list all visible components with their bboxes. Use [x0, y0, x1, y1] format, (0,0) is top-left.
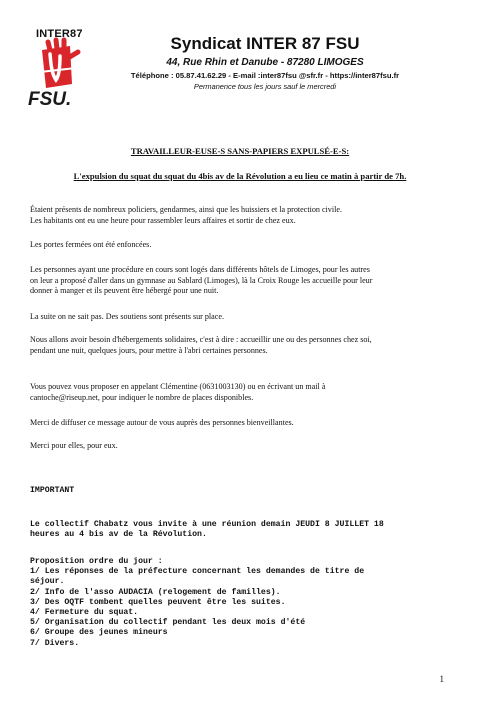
paragraph-solidarity: Nous allons avoir besoin d'hébergements solidaires, c'est à dire : accueillir une ou des personnes chez soi, pendant une nuit, quelques jours, pour mettre à l'abri certaines personnes.	[30, 335, 372, 355]
document-subtitle: L'expulsion du squat du squat du 4bis av de la Révolution a eu lieu ce matin à partir de 7h.	[73, 171, 407, 181]
important-label: IMPORTANT	[30, 486, 75, 495]
paragraph-doors: Les portes fermées ont été enfoncées.	[30, 240, 152, 249]
logo-top-text: INTER87	[36, 28, 83, 40]
meeting-invite: Le collectif Chabatz vous invite à une réunion demain JEUDI 8 JUILLET 18 heures au 4 bis av de la Révolution.	[30, 520, 384, 540]
paragraph-next: La suite on ne sait pas. Des soutiens sont présents sur place.	[30, 312, 224, 321]
inter87-fsu-logo	[22, 28, 100, 112]
paragraph-thanks: Merci pour elles, pour eux.	[30, 441, 118, 450]
paragraph-presence: Étaient présents de nombreux policiers, gendarmes, ainsi que les huissiers et la protection civile. Les habitants ont eu une heure pour rassembler leurs affaires et sortir de chez eux.	[30, 205, 342, 225]
union-permanence: Permanence tous les jours sauf le mercredi	[193, 82, 337, 91]
paragraph-contact: Vous pouvez vous proposer en appelant Clémentine (0631003130) ou en écrivant un mail à cantoche@riseup.net, pour indiquer le nombre de places disponibles.	[30, 382, 326, 402]
paragraph-share: Merci de diffuser ce message autour de vous auprès des personnes bienveillantes.	[30, 418, 294, 427]
union-address: 44, Rue Rhin et Danube - 87280 LIMOGES	[166, 57, 364, 68]
meeting-agenda: Proposition ordre du jour : 1/ Les réponses de la préfecture concernant les demandes de titre de séjour. 2/ Info de l'asso AUDACIA (relogement de familles). 3/ Des OQTF tombent quelles peuvent être les suites. 4/ Fermeture du squat. 5/ Organisation du collectif pendant les deux mois d'été 6/ Groupe des jeunes mineurs 7/ Divers.	[30, 557, 365, 648]
letterhead	[102, 34, 428, 92]
union-name: Syndicat INTER 87 FSU	[170, 34, 360, 53]
paragraph-housing: Les personnes ayant une procédure en cours sont logés dans différents hôtels de Limoges, pour les autres on leur a proposé d'aller dans un gymnase au Sablard (Limoges), là la Croix Rouge les accueille pour leur donner à manger et ils peuvent être hébergé pour une nuit.	[30, 265, 373, 296]
union-contact: Téléphone : 05.87.41.62.29 - E-mail :inter87fsu @sfr.fr - https://inter87fsu.fr	[130, 71, 400, 80]
page-number: 1	[439, 674, 444, 684]
document-title: TRAVAILLEUR-EUSE-S SANS-PAPIERS EXPULSÉ-E-S:	[130, 146, 350, 156]
logo-bottom-text: FSU.	[28, 89, 72, 110]
